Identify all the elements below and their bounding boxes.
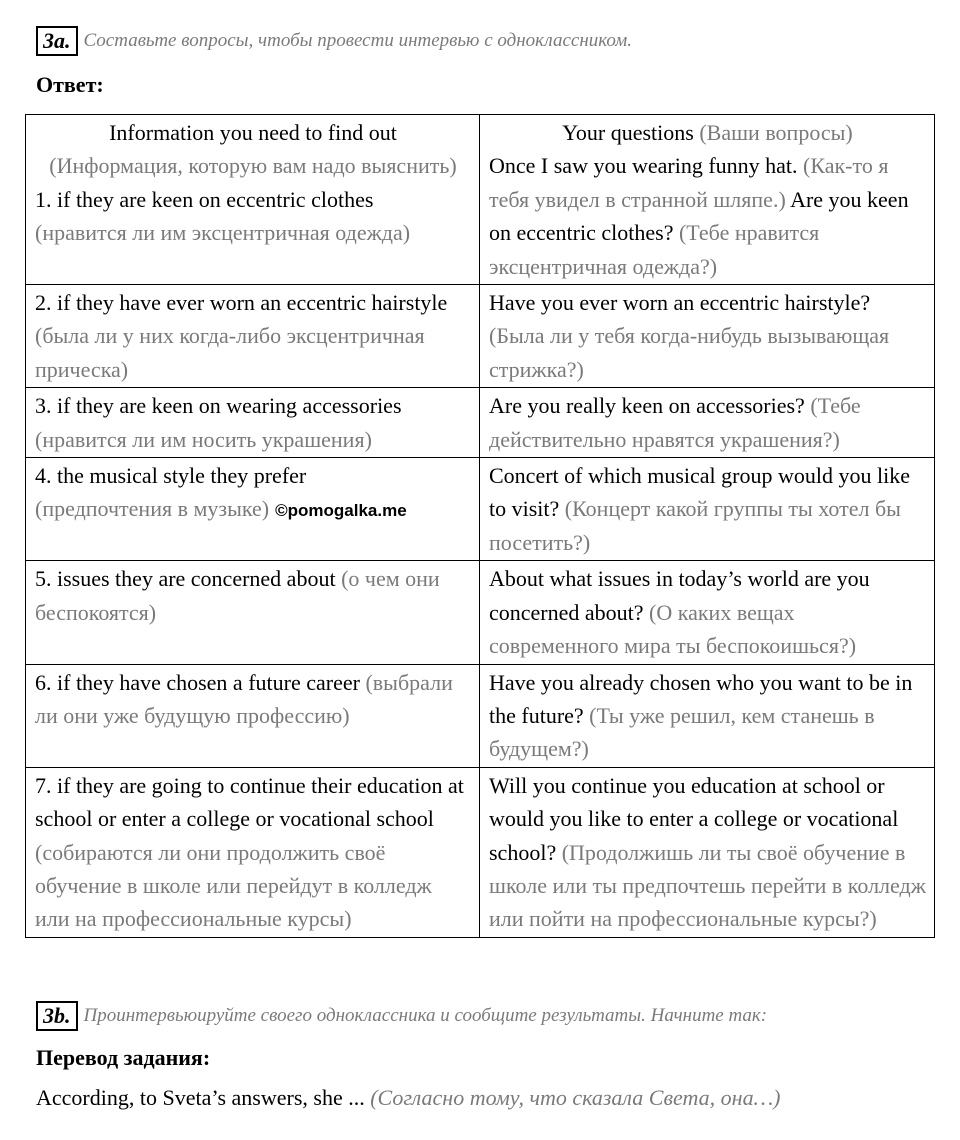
row2-q-en: Have you ever worn an eccentric hairstyle? bbox=[489, 290, 871, 316]
row3-info-en: 3. if they are keen on wearing accessories bbox=[35, 393, 402, 419]
row5-q-ru: (О каких вещах современного мира ты беспокоишься?) bbox=[489, 599, 857, 659]
row5-info-ru: (о чем они беспокоятся) bbox=[35, 566, 440, 625]
row6-info-en: 6. if they have chosen a future career bbox=[35, 669, 360, 695]
row7-q-ru: (Продолжишь ли ты своё обучение в школе или ты предпочтешь перейти в колледж или пойти на профессиональные курсы?) bbox=[489, 839, 926, 932]
task-3a-number: 3a. bbox=[36, 26, 78, 56]
question-cell bbox=[480, 458, 935, 561]
row2-info-en: 2. if they have ever worn an eccentric hairstyle bbox=[35, 290, 448, 316]
row2-info-ru: (была ли у них когда-либо эксцентричная прическа) bbox=[35, 323, 425, 382]
row7-info-en: 7. if they are going to continue their education at school or enter a college or vocational school bbox=[35, 772, 464, 832]
final-line bbox=[36, 1085, 780, 1111]
table-row bbox=[26, 285, 935, 388]
final-line-en: According, to Sveta’s answers, she ... bbox=[36, 1085, 365, 1110]
question-cell bbox=[480, 285, 935, 388]
question-cell bbox=[480, 388, 935, 458]
question-cell bbox=[480, 664, 935, 767]
table-row bbox=[26, 767, 935, 937]
row4-q-en: Concert of which musical group would you like to visit? bbox=[489, 463, 910, 522]
header-col1-ru: (Информация, которую вам надо выяснить) bbox=[49, 153, 457, 179]
row6-info-ru: (выбрали ли они уже будущую профессию) bbox=[35, 669, 453, 728]
row5-info-en: 5. issues they are concerned about bbox=[35, 566, 336, 592]
task-3b-instruction: Проинтервьюируйте своего одноклассника и сообщите результаты. Начните так: bbox=[83, 1005, 768, 1026]
table-row bbox=[26, 458, 935, 561]
question-cell bbox=[480, 767, 935, 937]
info-cell bbox=[26, 664, 480, 767]
table-row bbox=[26, 115, 935, 285]
translation-label: Перевод задания: bbox=[36, 1045, 211, 1070]
info-cell bbox=[26, 458, 480, 561]
row1-info-ru: (нравится ли им эксцентричная одежда) bbox=[35, 220, 411, 246]
row7-info-ru: (собираются ли они продолжить своё обучение в школе или перейдут в колледж или на профессиональные курсы) bbox=[35, 839, 432, 932]
row3-info-ru: (нравится ли им носить украшения) bbox=[35, 426, 372, 452]
info-cell bbox=[26, 767, 480, 937]
header-col2-ru: (Ваши вопросы) bbox=[699, 120, 853, 145]
row1-q-ru2: (Тебе нравится эксцентричная одежда?) bbox=[489, 220, 820, 279]
answer-label: Ответ: bbox=[36, 72, 104, 97]
row1-q-en2: Are you keen on eccentric clothes? bbox=[489, 186, 909, 246]
row1-q-ru1: (Как-то я тебя увидел в странной шляпе.) bbox=[489, 153, 889, 212]
task-3a-line bbox=[36, 26, 632, 56]
final-line-ru: (Согласно тому, что сказала Света, она…) bbox=[370, 1085, 781, 1110]
task-3a-instruction: Составьте вопросы, чтобы провести интервью с одноклассником. bbox=[83, 30, 633, 51]
row3-q-ru: (Тебе действительно нравятся украшения?) bbox=[489, 393, 861, 452]
info-cell bbox=[26, 388, 480, 458]
info-cell bbox=[26, 561, 480, 664]
info-cell bbox=[26, 115, 480, 285]
table-row bbox=[26, 561, 935, 664]
row4-info-en: 4. the musical style they prefer bbox=[35, 463, 307, 489]
row6-q-en: Have you already chosen who you want to be in the future? bbox=[489, 669, 913, 728]
row6-q-ru: (Ты уже решил, кем станешь в будущем?) bbox=[489, 702, 875, 762]
question-cell bbox=[480, 561, 935, 664]
question-cell bbox=[480, 115, 935, 285]
table-row bbox=[26, 388, 935, 458]
row4-info-ru: (предпочтения в музыке) bbox=[35, 496, 270, 522]
row1-info-en: 1. if they are keen on eccentric clothes bbox=[35, 186, 374, 212]
task-3b-line bbox=[36, 1001, 767, 1031]
task-3b-number: 3b. bbox=[36, 1001, 78, 1031]
row4-q-ru: (Концерт какой группы ты хотел бы посетить?) bbox=[489, 496, 901, 555]
row5-q-en: About what issues in today’s world are you concerned about? bbox=[489, 566, 870, 625]
row7-q-en: Will you continue you education at school or would you like to enter a college or vocational school? bbox=[489, 772, 899, 865]
info-cell bbox=[26, 285, 480, 388]
header-col1-en: Information you need to find out bbox=[109, 120, 397, 145]
header-col2-en: Your questions bbox=[562, 120, 694, 145]
row2-q-ru: (Была ли у тебя когда-нибудь вызывающая стрижка?) bbox=[489, 323, 890, 382]
table-row bbox=[26, 664, 935, 767]
watermark: ©pomogalka.me bbox=[275, 501, 407, 521]
row3-q-en: Are you really keen on accessories? bbox=[489, 393, 805, 419]
row1-q-en1: Once I saw you wearing funny hat. bbox=[489, 153, 798, 179]
questions-table bbox=[25, 114, 935, 938]
